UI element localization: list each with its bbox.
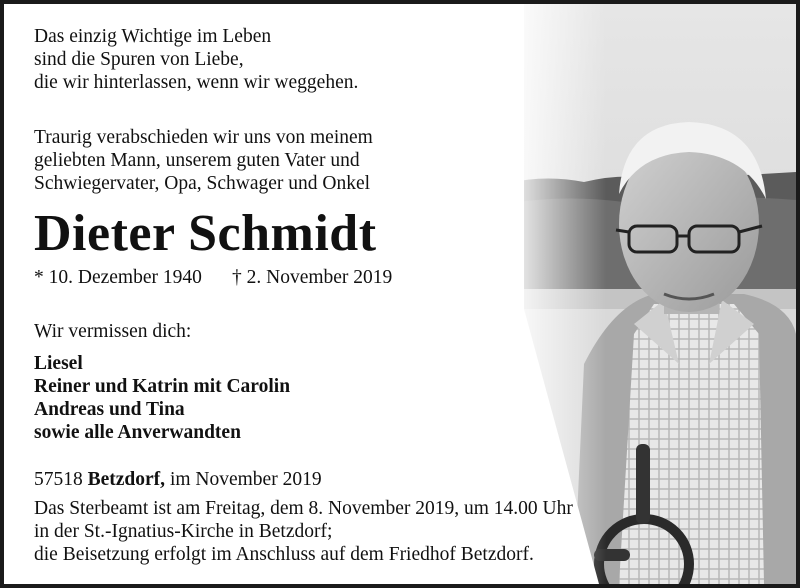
place-date bbox=[34, 469, 322, 492]
intro-line-1: Traurig verabschieden wir uns von meinem bbox=[34, 127, 373, 148]
mourner-2: Reiner und Katrin mit Carolin bbox=[34, 376, 291, 397]
postcode: 57518 bbox=[34, 469, 83, 490]
portrait-photo bbox=[504, 4, 796, 584]
miss-line: Wir vermissen dich: bbox=[34, 321, 192, 342]
quote-line-1: Das einzig Wichtige im Leben bbox=[34, 26, 272, 47]
mourner-4: sowie alle Anverwandten bbox=[34, 422, 241, 443]
mourner-1: Liesel bbox=[34, 353, 83, 374]
town: Betzdorf, bbox=[87, 469, 166, 490]
intro-line-2: geliebten Mann, unserem guten Vater und bbox=[34, 150, 360, 171]
intro-line-3: Schwiegervater, Opa, Schwager und Onkel bbox=[34, 173, 371, 194]
service-line-2: in der St.-Ignatius-Kirche in Betzdorf; bbox=[34, 521, 333, 542]
birth-date: * 10. Dezember 1940 bbox=[34, 267, 202, 288]
service-line-1: Das Sterbeamt ist am Freitag, dem 8. November 2019, um 14.00 Uhr bbox=[34, 498, 573, 519]
deceased-name: Dieter Schmidt bbox=[34, 205, 377, 262]
quote-line-3: die wir hinterlassen, wenn wir weggehen. bbox=[34, 72, 359, 93]
death-date: † 2. November 2019 bbox=[232, 267, 393, 288]
quote-line-2: sind die Spuren von Liebe, bbox=[34, 49, 244, 70]
service-line-3: die Beisetzung erfolgt im Anschluss auf dem Friedhof Betzdorf. bbox=[34, 544, 534, 565]
mourner-3: Andreas und Tina bbox=[34, 399, 185, 420]
date-text: im November 2019 bbox=[169, 469, 322, 490]
